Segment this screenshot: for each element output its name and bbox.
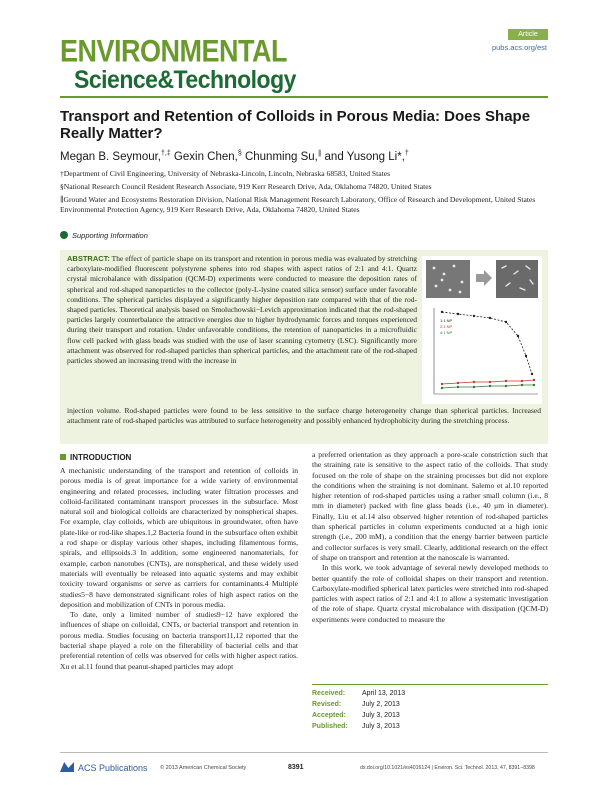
toc-series-point (521, 380, 523, 382)
copyright-notice: © 2013 American Chemical Society (160, 765, 247, 771)
toc-series-line (442, 385, 534, 388)
toc-series-point (457, 382, 459, 384)
author-affil-marks: § (237, 150, 242, 157)
abstract-label: ABSTRACT: (67, 254, 110, 263)
author-list (60, 149, 409, 163)
toc-series-point (533, 384, 535, 386)
article-type-badge: Article (508, 29, 548, 40)
micrograph-sphere-image (426, 260, 470, 298)
date-label: Revised: (312, 701, 342, 708)
arrow-right-icon (476, 270, 492, 286)
paragraph: a preferred orientation as they approach a pore-scale constriction such that the straining rate is sensitive to the aspect ratio of the colloids. That study focused on the role of shape on the straining processes but did not explore the conditions when the straining is not dominant. Salemo et al.10 reported higher retention of rod-shaped particles using a rather small column (i.e., 8 mm in diameter) packed with fine glass beads (i.e., 40 μm in diameter). Finally, Liu et al.14 also observed higher retention of rod-shaped particles than spherical particles in column experiments conducted at a high ionic strength (i.e., 200 mM), a condition that the energy barrier between particle and collector surfaces is very small. Clearly, additional research on the effect of shape on transport and retention at the nanoscale is warranted. (312, 450, 548, 562)
date-value: July 3, 2013 (362, 712, 400, 719)
acs-logo-icon (60, 762, 74, 772)
toc-graphic-figure (422, 256, 542, 404)
author-affil-marks: †,‡ (161, 150, 171, 157)
author-affil-marks: † (404, 150, 409, 157)
toc-legend-item: 4:1 NP (440, 330, 453, 335)
affiliation: §National Research Council Resident Research Associate, 919 Kerr Research Drive, Ada, Oklahoma 74820, United States (60, 182, 432, 191)
paper-title: Transport and Retention of Colloids in Porous Media: Does Shape Really Matter? (60, 108, 531, 142)
toc-series-point (533, 379, 535, 381)
toc-series-line (442, 380, 534, 384)
author-name: and Yusong Li*, (321, 150, 405, 163)
toc-series-point (505, 321, 507, 323)
toc-graphic (422, 256, 542, 404)
date-value: July 2, 2013 (362, 701, 400, 708)
date-label: Accepted: (312, 712, 346, 719)
date-row (312, 688, 550, 699)
toc-series-point (505, 385, 507, 387)
date-value: April 13, 2013 (362, 690, 406, 697)
section-heading-introduction (60, 453, 131, 462)
date-label: Published: (312, 723, 348, 730)
date-value: July 3, 2013 (362, 723, 400, 730)
journal-url-link[interactable]: pubs.acs.org/est (491, 43, 547, 52)
toc-legend-item: 1:1 NP (440, 318, 453, 323)
toc-series-point (521, 384, 523, 386)
right-column (312, 450, 548, 625)
toc-plot-series (441, 311, 535, 389)
toc-series-point (489, 317, 491, 319)
citation-doi-link[interactable]: dx.doi.org/10.1021/es4016124 | Environ. Sci. Technol. 2013, 47, 8391−8398 (360, 765, 535, 771)
paragraph: A mechanistic understanding of the transport and retention of colloids in porous media is of great importance for a wide variety of environmental engineering and related processes, including water filtration processes and colloid-facilitated contaminant transport processes in the subsurface. Most natural soil and biological colloids are characterized by nonspherical shapes. For example, clay colloids, which are ubiquitous in groundwater, often have plate-like or rod-like shapes.1,2 Bacteria found in the subsurface often exhibit a rod shape or display various other shapes, including filamentous forms, spirals, and ellipsoids.3 In addition, some engineered nanomaterials, for example, carbon nanotubes (CNTs), are nonspherical, and these widely used materials will eventually be released into aquatic systems and may exhibit toxicity toward organisms or serve as carriers for contaminants.4 Multiple studies5−8 have demonstrated significant roles of high aspect ratios on the deposition and mobilization of CNTs in porous media. (60, 466, 298, 609)
footer-divider (60, 752, 548, 753)
publication-dates (312, 688, 550, 732)
author-name: Megan B. Seymour, (60, 150, 161, 163)
author-name: Gexin Chen, (170, 150, 238, 163)
section-heading-label: INTRODUCTION (70, 453, 132, 462)
acs-publications-logo[interactable] (60, 762, 148, 773)
author-affil-marks: ∥ (317, 150, 322, 157)
affiliation: ∥Ground Water and Ecosystems Restoration Division, National Risk Management Research Laboratory, Office of Research and Development, United States Environmental Protection Agency, 919 Kerr Research Drive, Ada, Oklahoma 74820, United States (60, 195, 536, 214)
affiliation: †Department of Civil Engineering, University of Nebraska-Lincoln, Lincoln, Nebraska 68583, United States (60, 169, 391, 178)
supporting-info-link[interactable] (60, 231, 148, 240)
header-divider (60, 96, 548, 98)
date-row (312, 699, 550, 710)
toc-series-point (457, 313, 459, 315)
toc-series-point (457, 386, 459, 388)
toc-series-point (517, 335, 519, 337)
journal-logo-science-technology: Science&Technology (74, 64, 296, 94)
paragraph: To date, only a limited number of studies9−12 have explored the influences of shape on colloidal, CNTs, or bacterial transport and retention in porous media. Studies focusing on bacteria transport11,12 reported that the bacterial shape played a role on the filterability of bacterial cells and that preferential retention of cells was observed for cells with higher aspect ratios. Xu et al.11 found that peanut-shaped particles may adopt (60, 610, 298, 671)
journal-logo-environmental: ENVIRONMENTAL (60, 33, 287, 69)
supporting-info-label: Supporting Information (72, 231, 148, 240)
supporting-info-icon (60, 231, 68, 239)
toc-series-point (525, 355, 527, 357)
dates-divider (312, 684, 548, 685)
toc-series-point (505, 380, 507, 382)
toc-series-line (442, 312, 532, 374)
left-column (60, 466, 298, 672)
toc-series-point (531, 373, 533, 375)
toc-series-point (489, 385, 491, 387)
toc-legend-item: 2:1 NP (440, 324, 453, 329)
toc-series-point (489, 381, 491, 383)
toc-series-point (441, 311, 443, 313)
page-number: 8391 (288, 764, 304, 771)
toc-series-point (473, 386, 475, 388)
abstract-body: The effect of particle shape on its transport and retention in porous media was evaluated by stretching carboxylate-modified fluorescent polystyrene spheres into rod shapes with aspect ratios of 2:1 and 4:1. Quartz crystal microbalance with dissipation (QCM-D) experiments were conducted to measure the deposition rates of spherical and rod-shaped nanoparticles to the collector (poly-L-lysine coated silica sensor) surface under favorable conditions. The spherical particles displayed a significantly higher deposition rate compared with that of the rod-shaped particles. Theoretical analysis based on Smoluchowski−Levich approximation indicated that the rod-shaped particles largely counterbalance the attractive energies due to higher hydrodynamic forces and torques experienced during their transport and rotation. Under unfavorable conditions, the retention of nanoparticles in a microfluidic flow cell packed with glass beads was studied with the use of laser scanning cytometry (LSC). Significantly more attachment was observed for rod-shaped particles than spherical particles, and the attachment rate of the rod-shaped particles showed an increasing trend with the increase in (67, 254, 417, 366)
toc-series-point (473, 315, 475, 317)
date-row (312, 721, 550, 732)
toc-series-point (441, 387, 443, 389)
acs-publications-label: ACS Publications (78, 763, 148, 773)
paragraph: In this work, we took advantage of several newly developed methods to better quantify the role of colloidal shapes on their transport and retention. Carboxylate-modified spherical latex particles were stretched into rod-shaped particles with aspect ratios of 2:1 and 4:1 to allow a systematic investigation of the role of shape. Quartz crystal microbalance with dissipation (QCM-D) experiments were conducted to measure the (312, 563, 548, 624)
date-label: Received: (312, 690, 346, 697)
toc-series-point (441, 383, 443, 385)
abstract-text (67, 254, 417, 366)
toc-series-point (473, 381, 475, 383)
section-marker-icon (60, 454, 66, 460)
abstract-text-continued: injection volume. Rod-shaped particles were found to be less sensitive to the surface charge heterogeneity change than spherical particles. Increased attachment rate of rod-shaped particles was attributed to surface heterogeneity and possibly enhanced hydrophobicity during the stretching process. (67, 406, 541, 426)
micrograph-rod-image (496, 260, 538, 298)
date-row (312, 710, 550, 721)
author-name: Chunming Su, (241, 150, 318, 163)
